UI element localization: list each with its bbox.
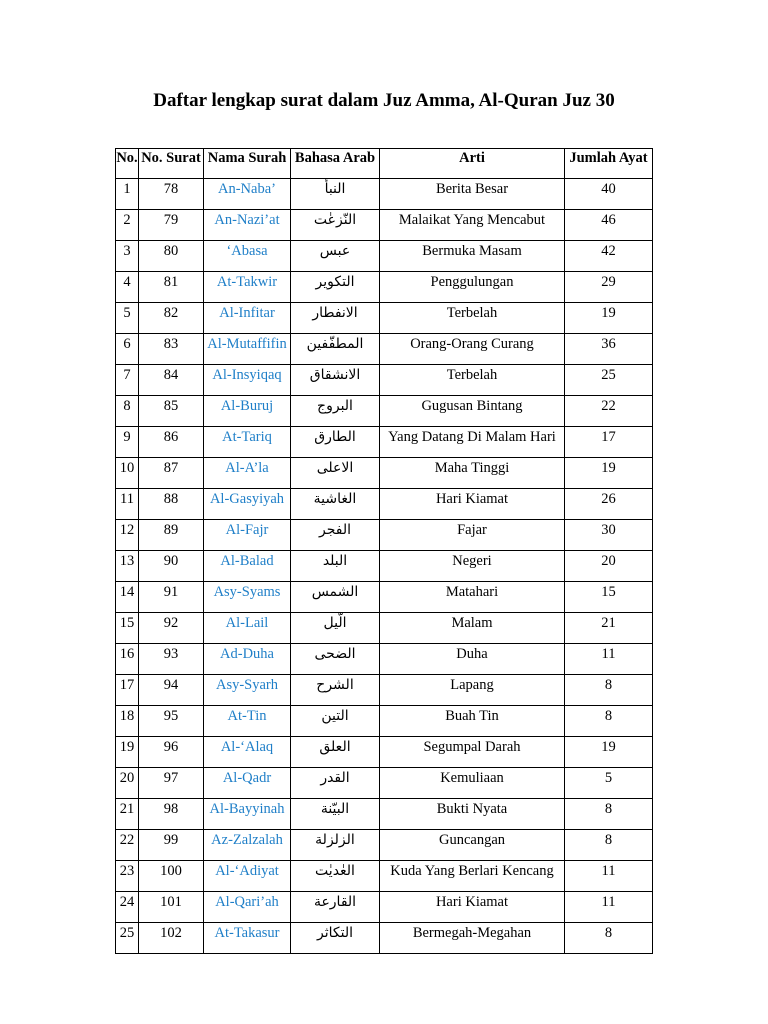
cell-no: 1 bbox=[116, 179, 139, 210]
cell-nama-surah: At-Tariq bbox=[204, 427, 291, 458]
cell-no-surat: 95 bbox=[139, 706, 204, 737]
cell-bahasa-arab: الزلزلة bbox=[291, 830, 380, 861]
cell-arti: Hari Kiamat bbox=[380, 892, 565, 923]
table-header-row bbox=[116, 149, 653, 179]
cell-no-surat: 91 bbox=[139, 582, 204, 613]
cell-nama-surah: Al-Qari’ah bbox=[204, 892, 291, 923]
cell-arti: Terbelah bbox=[380, 365, 565, 396]
cell-nama-surah: Al-Mutaffifin bbox=[204, 334, 291, 365]
cell-no-surat: 87 bbox=[139, 458, 204, 489]
table-row bbox=[116, 613, 653, 644]
cell-nama-surah: At-Tin bbox=[204, 706, 291, 737]
table-row bbox=[116, 427, 653, 458]
cell-nama-surah: Al-Fajr bbox=[204, 520, 291, 551]
cell-arti: Kuda Yang Berlari Kencang bbox=[380, 861, 565, 892]
cell-jumlah-ayat: 42 bbox=[565, 241, 653, 272]
cell-jumlah-ayat: 25 bbox=[565, 365, 653, 396]
cell-bahasa-arab: البيّنة bbox=[291, 799, 380, 830]
cell-no-surat: 90 bbox=[139, 551, 204, 582]
cell-nama-surah: Al-Qadr bbox=[204, 768, 291, 799]
cell-bahasa-arab: المطفّفين bbox=[291, 334, 380, 365]
cell-bahasa-arab: الانشقاق bbox=[291, 365, 380, 396]
cell-nama-surah: Al-Buruj bbox=[204, 396, 291, 427]
cell-no-surat: 88 bbox=[139, 489, 204, 520]
cell-jumlah-ayat: 40 bbox=[565, 179, 653, 210]
cell-no-surat: 102 bbox=[139, 923, 204, 954]
cell-jumlah-ayat: 15 bbox=[565, 582, 653, 613]
cell-bahasa-arab: القارعة bbox=[291, 892, 380, 923]
cell-no: 6 bbox=[116, 334, 139, 365]
cell-bahasa-arab: النّزعٰت bbox=[291, 210, 380, 241]
cell-arti: Segumpal Darah bbox=[380, 737, 565, 768]
cell-nama-surah: Az-Zalzalah bbox=[204, 830, 291, 861]
cell-bahasa-arab: الشمس bbox=[291, 582, 380, 613]
cell-no-surat: 98 bbox=[139, 799, 204, 830]
cell-jumlah-ayat: 19 bbox=[565, 303, 653, 334]
cell-no: 15 bbox=[116, 613, 139, 644]
surah-table bbox=[115, 148, 653, 954]
cell-arti: Malaikat Yang Mencabut bbox=[380, 210, 565, 241]
cell-arti: Yang Datang Di Malam Hari bbox=[380, 427, 565, 458]
cell-bahasa-arab: القدر bbox=[291, 768, 380, 799]
cell-arti: Duha bbox=[380, 644, 565, 675]
table-row bbox=[116, 799, 653, 830]
cell-no-surat: 83 bbox=[139, 334, 204, 365]
cell-arti: Buah Tin bbox=[380, 706, 565, 737]
cell-arti: Lapang bbox=[380, 675, 565, 706]
cell-no: 9 bbox=[116, 427, 139, 458]
cell-no: 17 bbox=[116, 675, 139, 706]
cell-no: 3 bbox=[116, 241, 139, 272]
cell-no: 11 bbox=[116, 489, 139, 520]
cell-no-surat: 94 bbox=[139, 675, 204, 706]
cell-nama-surah: Asy-Syarh bbox=[204, 675, 291, 706]
table-row bbox=[116, 861, 653, 892]
cell-arti: Gugusan Bintang bbox=[380, 396, 565, 427]
cell-nama-surah: Al-‘Adiyat bbox=[204, 861, 291, 892]
cell-jumlah-ayat: 11 bbox=[565, 892, 653, 923]
cell-bahasa-arab: الشرح bbox=[291, 675, 380, 706]
cell-arti: Malam bbox=[380, 613, 565, 644]
cell-bahasa-arab: الطارق bbox=[291, 427, 380, 458]
cell-no: 18 bbox=[116, 706, 139, 737]
cell-arti: Bukti Nyata bbox=[380, 799, 565, 830]
table-row bbox=[116, 179, 653, 210]
table-row bbox=[116, 520, 653, 551]
cell-arti: Bermegah-Megahan bbox=[380, 923, 565, 954]
table-row bbox=[116, 737, 653, 768]
cell-nama-surah: An-Nazi’at bbox=[204, 210, 291, 241]
cell-arti: Negeri bbox=[380, 551, 565, 582]
cell-no-surat: 97 bbox=[139, 768, 204, 799]
cell-bahasa-arab: البلد bbox=[291, 551, 380, 582]
cell-nama-surah: Asy-Syams bbox=[204, 582, 291, 613]
cell-jumlah-ayat: 8 bbox=[565, 923, 653, 954]
cell-jumlah-ayat: 26 bbox=[565, 489, 653, 520]
cell-bahasa-arab: النبأ bbox=[291, 179, 380, 210]
cell-nama-surah: Al-A’la bbox=[204, 458, 291, 489]
cell-no: 2 bbox=[116, 210, 139, 241]
cell-jumlah-ayat: 20 bbox=[565, 551, 653, 582]
cell-nama-surah: At-Takasur bbox=[204, 923, 291, 954]
cell-arti: Maha Tinggi bbox=[380, 458, 565, 489]
cell-nama-surah: Al-Insyiqaq bbox=[204, 365, 291, 396]
table-row bbox=[116, 396, 653, 427]
cell-nama-surah: Al-Infitar bbox=[204, 303, 291, 334]
table-row bbox=[116, 768, 653, 799]
cell-bahasa-arab: عبس bbox=[291, 241, 380, 272]
cell-jumlah-ayat: 19 bbox=[565, 458, 653, 489]
table-row bbox=[116, 582, 653, 613]
header-bahasa-arab: Bahasa Arab bbox=[291, 149, 380, 179]
cell-bahasa-arab: الفجر bbox=[291, 520, 380, 551]
cell-no-surat: 92 bbox=[139, 613, 204, 644]
table-row bbox=[116, 923, 653, 954]
cell-no: 12 bbox=[116, 520, 139, 551]
cell-no: 20 bbox=[116, 768, 139, 799]
cell-no: 19 bbox=[116, 737, 139, 768]
cell-no-surat: 78 bbox=[139, 179, 204, 210]
cell-bahasa-arab: الّيل bbox=[291, 613, 380, 644]
cell-no: 25 bbox=[116, 923, 139, 954]
cell-nama-surah: At-Takwir bbox=[204, 272, 291, 303]
cell-no: 23 bbox=[116, 861, 139, 892]
cell-nama-surah: Ad-Duha bbox=[204, 644, 291, 675]
cell-no: 5 bbox=[116, 303, 139, 334]
header-jumlah-ayat: Jumlah Ayat bbox=[565, 149, 653, 179]
cell-no: 7 bbox=[116, 365, 139, 396]
cell-arti: Berita Besar bbox=[380, 179, 565, 210]
header-no-surat: No. Surat bbox=[139, 149, 204, 179]
cell-no: 4 bbox=[116, 272, 139, 303]
cell-bahasa-arab: التكوير bbox=[291, 272, 380, 303]
cell-arti: Matahari bbox=[380, 582, 565, 613]
cell-jumlah-ayat: 5 bbox=[565, 768, 653, 799]
cell-arti: Terbelah bbox=[380, 303, 565, 334]
table-row bbox=[116, 303, 653, 334]
cell-arti: Penggulungan bbox=[380, 272, 565, 303]
cell-arti: Guncangan bbox=[380, 830, 565, 861]
cell-arti: Orang-Orang Curang bbox=[380, 334, 565, 365]
page-title: Daftar lengkap surat dalam Juz Amma, Al-Quran Juz 30 bbox=[153, 90, 615, 111]
cell-no-surat: 93 bbox=[139, 644, 204, 675]
table-row bbox=[116, 706, 653, 737]
cell-jumlah-ayat: 19 bbox=[565, 737, 653, 768]
cell-no-surat: 89 bbox=[139, 520, 204, 551]
table-row bbox=[116, 830, 653, 861]
cell-no-surat: 101 bbox=[139, 892, 204, 923]
cell-no-surat: 85 bbox=[139, 396, 204, 427]
table-row bbox=[116, 675, 653, 706]
cell-jumlah-ayat: 22 bbox=[565, 396, 653, 427]
table-row bbox=[116, 489, 653, 520]
cell-no: 10 bbox=[116, 458, 139, 489]
cell-jumlah-ayat: 17 bbox=[565, 427, 653, 458]
table-row bbox=[116, 892, 653, 923]
cell-jumlah-ayat: 8 bbox=[565, 675, 653, 706]
cell-bahasa-arab: العٰديٰت bbox=[291, 861, 380, 892]
table-row bbox=[116, 272, 653, 303]
table-body bbox=[116, 179, 653, 954]
header-no: No. bbox=[116, 149, 139, 179]
cell-nama-surah: Al-Lail bbox=[204, 613, 291, 644]
cell-no: 8 bbox=[116, 396, 139, 427]
table-row bbox=[116, 458, 653, 489]
header-arti: Arti bbox=[380, 149, 565, 179]
cell-no-surat: 86 bbox=[139, 427, 204, 458]
cell-no-surat: 82 bbox=[139, 303, 204, 334]
cell-no: 24 bbox=[116, 892, 139, 923]
cell-nama-surah: ‘Abasa bbox=[204, 241, 291, 272]
cell-jumlah-ayat: 36 bbox=[565, 334, 653, 365]
cell-bahasa-arab: التكاثر bbox=[291, 923, 380, 954]
cell-no: 16 bbox=[116, 644, 139, 675]
cell-no: 13 bbox=[116, 551, 139, 582]
cell-nama-surah: An-Naba’ bbox=[204, 179, 291, 210]
cell-jumlah-ayat: 8 bbox=[565, 830, 653, 861]
cell-jumlah-ayat: 11 bbox=[565, 644, 653, 675]
cell-arti: Bermuka Masam bbox=[380, 241, 565, 272]
cell-bahasa-arab: البروج bbox=[291, 396, 380, 427]
cell-bahasa-arab: الانفطار bbox=[291, 303, 380, 334]
cell-arti: Hari Kiamat bbox=[380, 489, 565, 520]
cell-no: 21 bbox=[116, 799, 139, 830]
header-nama-surah: Nama Surah bbox=[204, 149, 291, 179]
cell-no: 14 bbox=[116, 582, 139, 613]
cell-bahasa-arab: العلق bbox=[291, 737, 380, 768]
cell-bahasa-arab: الغاشية bbox=[291, 489, 380, 520]
cell-jumlah-ayat: 21 bbox=[565, 613, 653, 644]
table-row bbox=[116, 644, 653, 675]
cell-no-surat: 84 bbox=[139, 365, 204, 396]
cell-jumlah-ayat: 8 bbox=[565, 799, 653, 830]
cell-jumlah-ayat: 29 bbox=[565, 272, 653, 303]
cell-nama-surah: Al-‘Alaq bbox=[204, 737, 291, 768]
table-row bbox=[116, 551, 653, 582]
cell-arti: Fajar bbox=[380, 520, 565, 551]
cell-jumlah-ayat: 8 bbox=[565, 706, 653, 737]
cell-no-surat: 96 bbox=[139, 737, 204, 768]
cell-nama-surah: Al-Bayyinah bbox=[204, 799, 291, 830]
cell-no: 22 bbox=[116, 830, 139, 861]
cell-jumlah-ayat: 46 bbox=[565, 210, 653, 241]
cell-jumlah-ayat: 11 bbox=[565, 861, 653, 892]
cell-bahasa-arab: الضحى bbox=[291, 644, 380, 675]
cell-nama-surah: Al-Balad bbox=[204, 551, 291, 582]
cell-jumlah-ayat: 30 bbox=[565, 520, 653, 551]
table-row bbox=[116, 241, 653, 272]
cell-no-surat: 81 bbox=[139, 272, 204, 303]
cell-no-surat: 99 bbox=[139, 830, 204, 861]
table-row bbox=[116, 334, 653, 365]
cell-bahasa-arab: الاعلى bbox=[291, 458, 380, 489]
table-row bbox=[116, 210, 653, 241]
cell-nama-surah: Al-Gasyiyah bbox=[204, 489, 291, 520]
table-row bbox=[116, 365, 653, 396]
cell-no-surat: 100 bbox=[139, 861, 204, 892]
cell-no-surat: 80 bbox=[139, 241, 204, 272]
cell-no-surat: 79 bbox=[139, 210, 204, 241]
cell-bahasa-arab: التين bbox=[291, 706, 380, 737]
cell-arti: Kemuliaan bbox=[380, 768, 565, 799]
